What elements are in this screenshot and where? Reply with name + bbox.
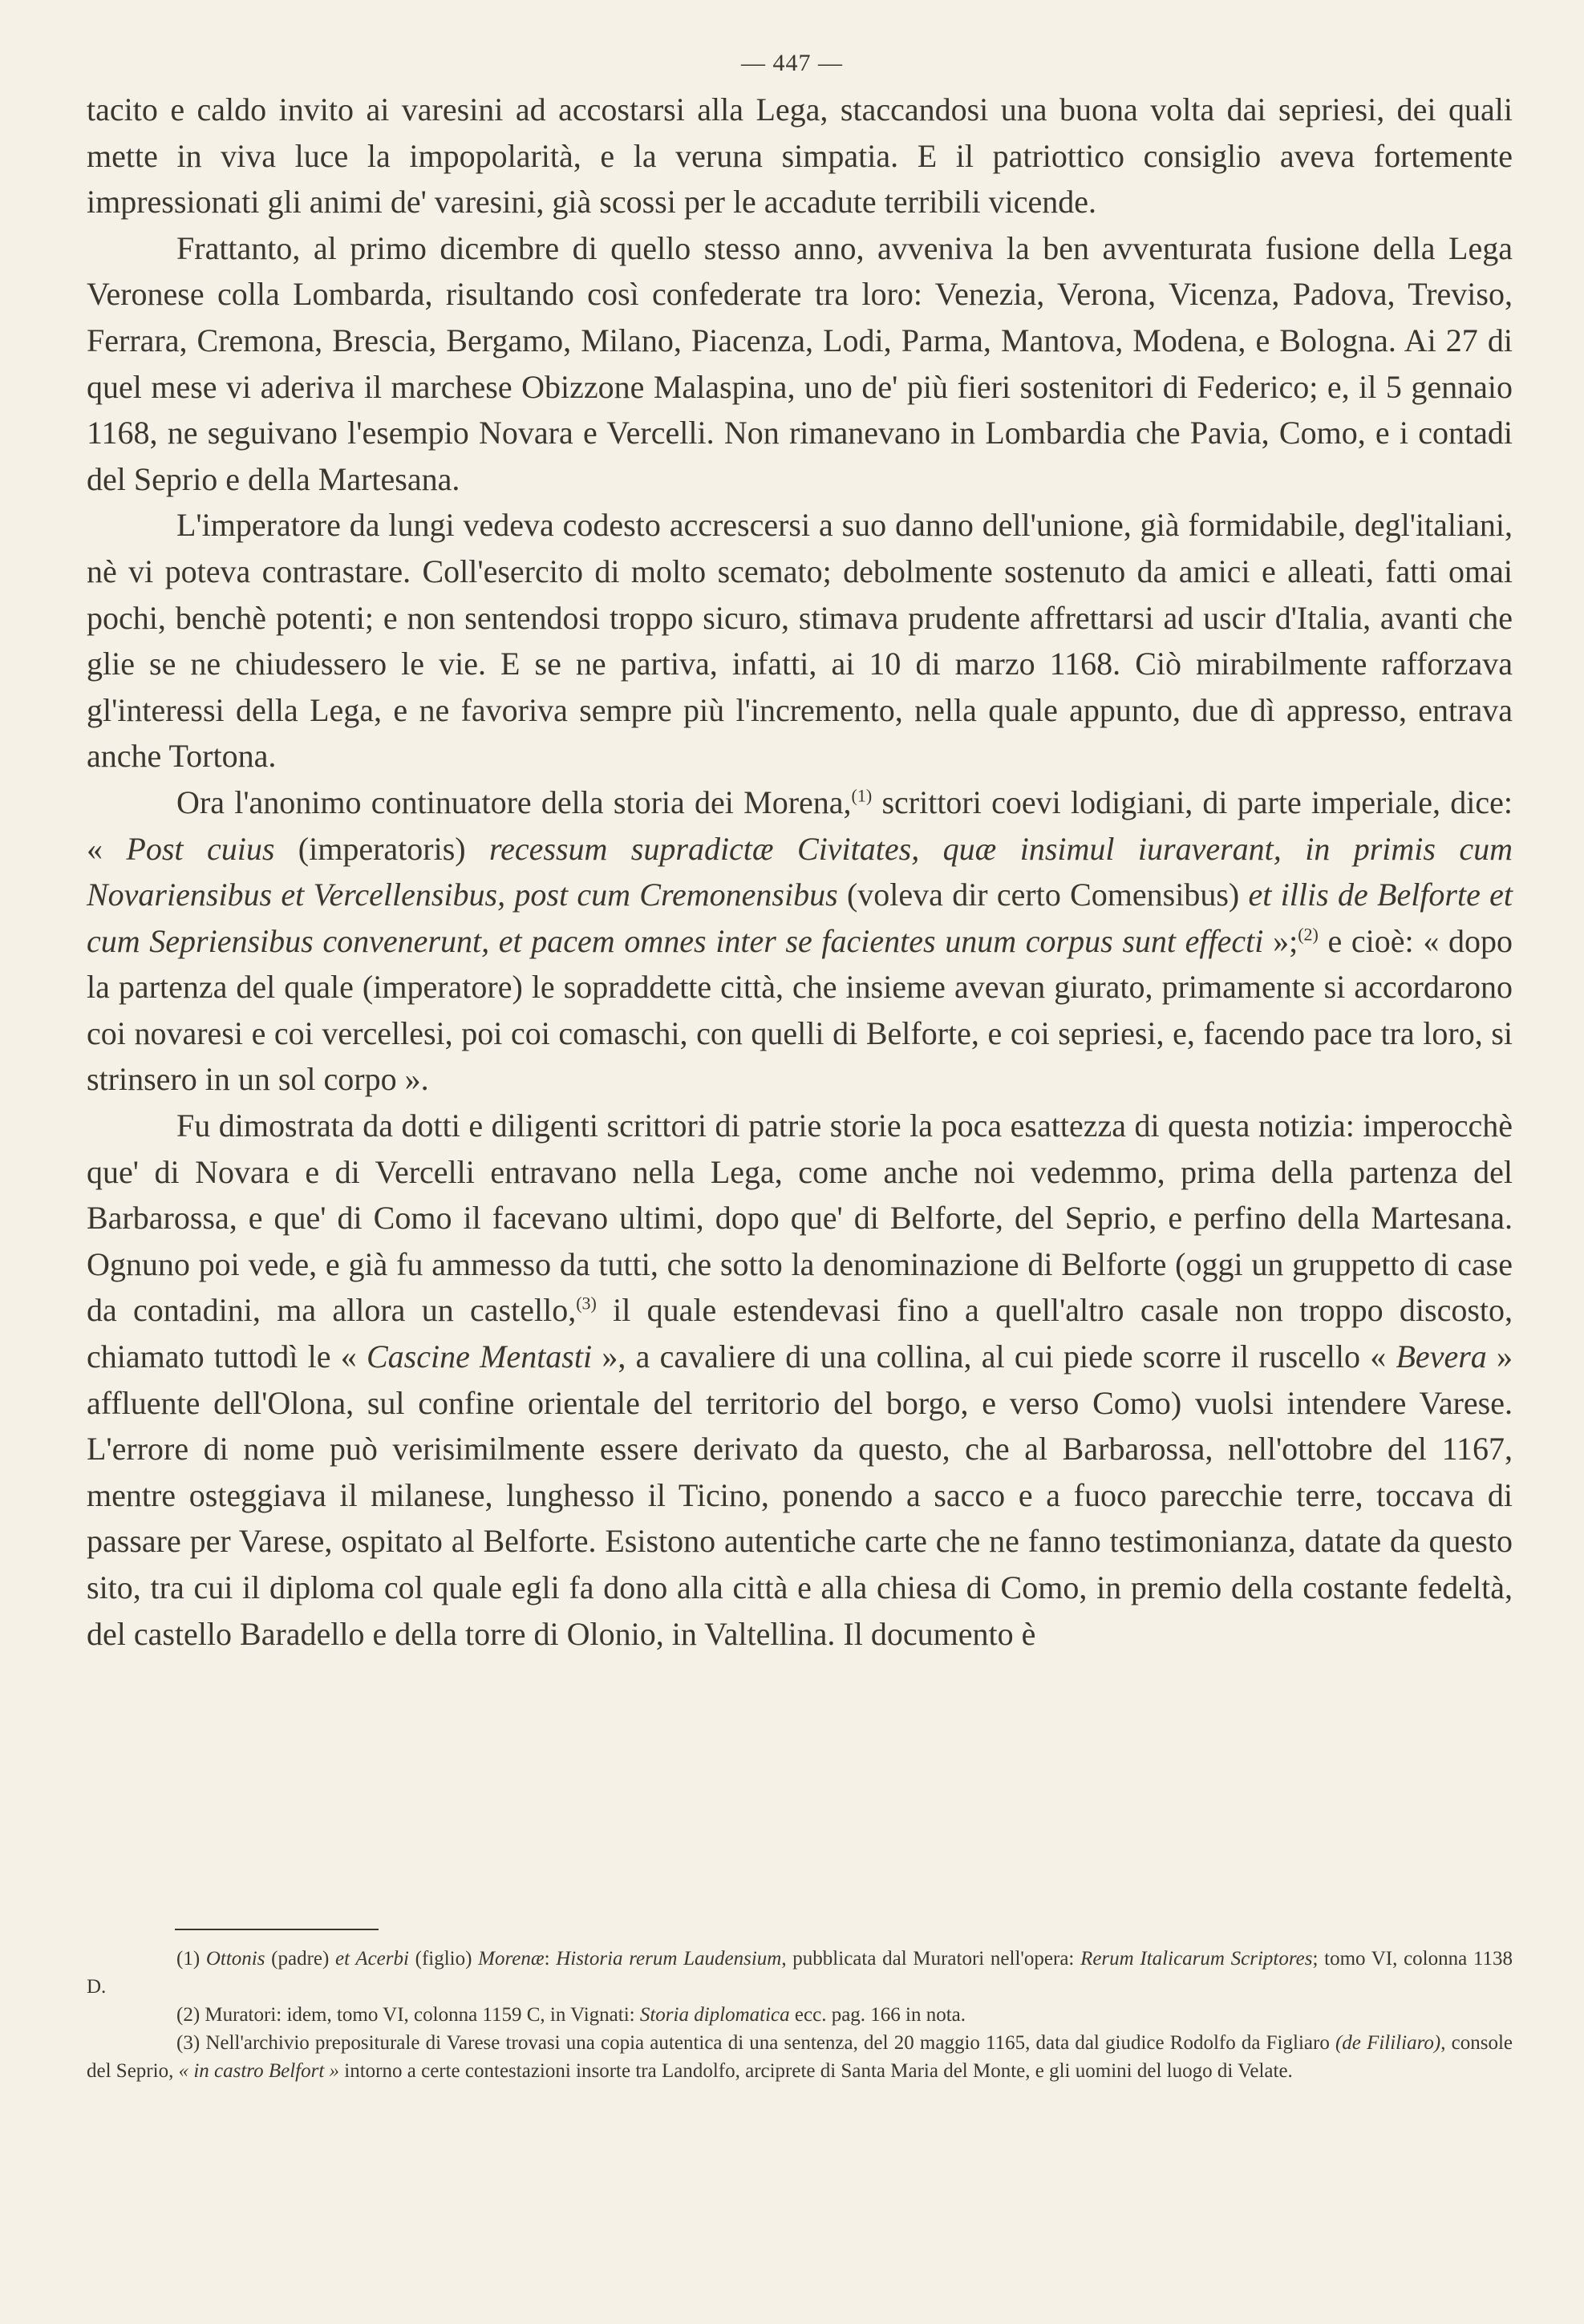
italic-text: (de Fililiaro) <box>1335 2032 1441 2054</box>
footnote-ref: (2) <box>1298 924 1319 945</box>
footnote-ref: (1) <box>851 785 873 806</box>
footnote-ref: (3) <box>576 1294 597 1314</box>
italic-text: Ottonis <box>205 1948 265 1970</box>
italic-text: et Acerbi <box>335 1948 409 1970</box>
text-run: (2) Muratori: idem, tomo VI, colonna 1159 C, in Vignati: <box>176 2004 640 2026</box>
italic-text: et illis de Belforte et cum Sepriensibus convenerunt, et pacem omnes inter se facientes unum corpus sunt effecti <box>87 877 1513 959</box>
text-run: scrittori coevi lodigiani, di parte imperiale, dice: « <box>87 783 1513 867</box>
italic-text: « in castro Belfort » <box>178 2060 340 2082</box>
paragraph <box>87 502 1513 779</box>
italic-text: Bevera <box>1396 1338 1487 1375</box>
footnotes <box>87 1945 1513 2085</box>
text-run: (imperatoris) <box>274 830 490 867</box>
paragraph <box>87 87 1513 225</box>
text-run: (1) <box>176 1948 206 1970</box>
text-run: Ora l'anonimo continuatore della storia dei Morena, <box>176 783 852 820</box>
text-run: il quale estendevasi fino a quell'altro casale non troppo discosto, chiamato tuttodì le « <box>87 1292 1513 1375</box>
italic-text: Storia diplomatica <box>639 2004 790 2026</box>
text-run: ; tomo VI, colonna 1138 D. <box>87 1948 1513 1998</box>
text-run: », a cavaliere di una collina, al cui piede scorre il ruscello « <box>592 1338 1396 1375</box>
text-run: intorno a certe contestazioni insorte tra Landolfo, arciprete di Santa Maria del Monte, e gli uomini del luogo di Velate. <box>339 2060 1293 2082</box>
text-run: (figlio) <box>408 1948 479 1970</box>
footnote <box>87 1945 1513 2001</box>
italic-text: Morenæ <box>478 1948 545 1970</box>
text-run: Fu dimostrata da dotti e diligenti scrittori di patrie storie la poca esattezza di questa notizia: imperocchè que' di Novara e di Vercelli entravano nella Lega, come anche noi vedemmo, prima della partenza del Barbarossa, e que' di Como il facevano ultimi, dopo que' di Belforte, del Seprio, e perfino della Martesana. Ognuno poi vede, e già fu ammesso da tutti, che sotto la denominazione di Belforte (oggi un gruppetto di case da contadini, ma allora un castello, <box>87 1107 1513 1329</box>
text-run: » affluente dell'Olona, sul confine orientale del territorio del borgo, e verso Como) vuolsi intendere Varese. L'errore di nome può verisimilmente essere derivato da questo, che al Barbarossa, nell'ottobre del 1167, mentre osteggiava il milanese, lunghesso il Ticino, ponendo a sacco e a fuoco parecchie terre, toccava di passare per Varese, ospitato al Belforte. Esistono autentiche carte che ne fanno testimonianza, datate da questo sito, tra cui il diploma col quale egli fa dono alla città e alla chiesa di Como, in premio della costante fedeltà, del castello Baradello e della torre di Olonio, in Valtellina. Il documento è <box>87 1338 1513 1652</box>
text-run: , pubblicata dal Muratori nell'opera: <box>781 1948 1081 1970</box>
text-run: »; <box>1263 922 1298 959</box>
italic-text: Historia rerum Laudensium <box>556 1948 782 1970</box>
italic-text: recessum supradictæ Civitates, quæ insimul iuraverant, in primis cum Novariensibus et Vercellensibus, post cum Cremonensibus <box>87 830 1513 913</box>
footnote-separator <box>175 1929 379 1930</box>
text-run: (padre) <box>265 1948 336 1970</box>
text-run: tacito e caldo invito ai varesini ad accostarsi alla Lega, staccandosi una buona volta dai sepriesi, dei quali mette in viva luce la impopolarità, e la veruna simpatia. E il patriottico consiglio aveva fortemente impressionati gli animi de' varesini, già scossi per le accadute terribili vicende. <box>87 91 1513 221</box>
footnote <box>87 2001 1513 2029</box>
body-text <box>87 87 1513 1657</box>
text-run: Frattanto, al primo dicembre di quello stesso anno, avveniva la ben avventurata fusione della Lega Veronese colla Lombarda, risultando così confederate tra loro: Venezia, Verona, Vicenza, Padova, Treviso, Ferrara, Cremona, Brescia, Bergamo, Milano, Piacenza, Lodi, Parma, Mantova, Modena, e Bologna. Ai 27 di quel mese vi aderiva il marchese Obizzone Malaspina, uno de' più fieri sostenitori di Federico; e, il 5 gennaio 1168, ne seguivano l'esempio Novara e Vercelli. Non rimanevano in Lombardia che Pavia, Como, e i contadi del Seprio e della Martesana. <box>87 229 1513 497</box>
text-run: ecc. pag. 166 in nota. <box>789 2004 966 2026</box>
italic-text: Rerum Italicarum Scriptores <box>1080 1948 1313 1970</box>
italic-text: Cascine Mentasti <box>366 1338 593 1375</box>
text-run: L'imperatore da lungi vedeva codesto accrescersi a suo danno dell'unione, già formidabile, degl'italiani, nè vi poteva contrastare. Coll'esercito di molto scemato; debolmente sostenuto da amici e alleati, fatti omai pochi, benchè potenti; e non sentendosi troppo sicuro, stimava prudente affrettarsi ad uscir d'Italia, avanti che glie se ne chiudessero le vie. E se ne partiva, infatti, ai 10 di marzo 1168. Ciò mirabilmente rafforzava gl'interessi della Lega, e ne favoriva sempre più l'incremento, nella quale appunto, due dì appresso, entrava anche Tortona. <box>87 507 1513 775</box>
italic-text: Post cuius <box>126 830 275 867</box>
text-run: (3) Nell'archivio prepositurale di Varese trovasi una copia autentica di una sentenza, del 20 maggio 1165, data dal giudice Rodolfo da Figliaro <box>176 2032 1335 2054</box>
page-number: — 447 — <box>741 50 843 76</box>
text-run: (voleva dir certo Comensibus) <box>837 877 1249 913</box>
paragraph <box>87 225 1513 503</box>
paragraph <box>87 779 1513 1103</box>
paragraph <box>87 1103 1513 1657</box>
footnote <box>87 2029 1513 2085</box>
text-run: : <box>544 1948 557 1970</box>
text-run: , console del Seprio, <box>87 2032 1513 2082</box>
text-run: e cioè: « dopo la partenza del quale (imperatore) le sopraddette città, che insieme avevan giurato, primamente si accordarono coi novaresi e coi vercellesi, poi coi comaschi, con quelli di Belforte, e coi sepriesi, e, facendo pace tra loro, si strinsero in un sol corpo ». <box>87 922 1513 1098</box>
